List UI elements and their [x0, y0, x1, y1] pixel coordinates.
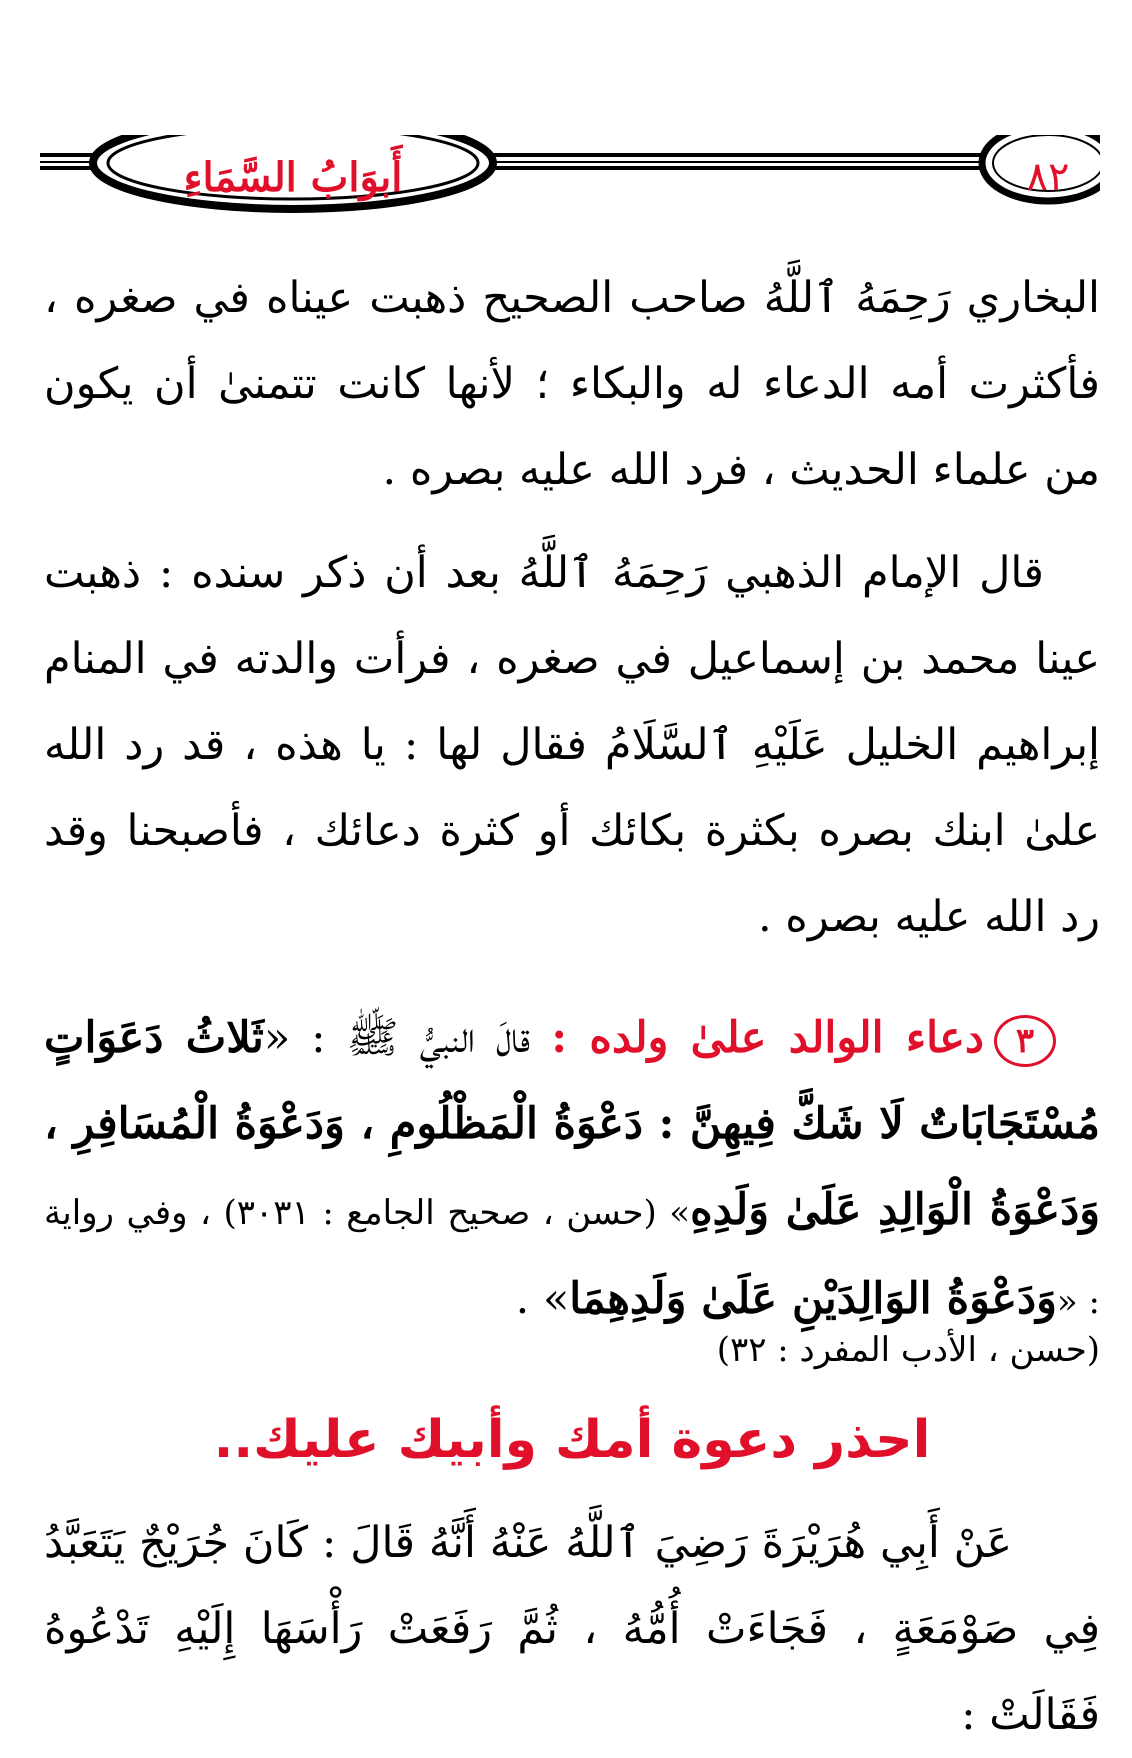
hadith-source-2: (حسن ، الأدب المفرد : ٣٢) [716, 1330, 1100, 1370]
section-3-intro: قالَ النبيُّ ﷺ : « [263, 1013, 531, 1063]
hadith-source-1: » (حسن ، صحيح الجامع : ٣٠٣١) ، وفي رواية : « [44, 1193, 1100, 1322]
page-header [40, 135, 1100, 225]
page-number: ٨٢ [1026, 154, 1070, 200]
paragraph-last [44, 1500, 1100, 1758]
section-3-heading: دعاء الوالد علىٰ ولده : [551, 1013, 985, 1063]
hadith-text-2: وَدَعْوَةُ الوَالِدَيْنِ عَلَىٰ وَلَدِهِمَا [569, 1274, 1057, 1324]
hadith-text: ثَلاثُ دَعَوَاتٍ مُسْتَجَابَاتٌ لَا شَكَّ فِيهِنَّ : دَعْوَةُ الْمَظْلُومِ ، وَدَعْوَةُ الْمُسَافِرِ ، وَدَعْوَةُ الْوَالِدِ عَلَىٰ وَلَدِهِ [44, 1013, 1100, 1235]
hadith-end: » . [515, 1274, 570, 1324]
section-title: احذر دعوة أمك وأبيك عليك.. [213, 1410, 931, 1470]
section-number-badge: ٣ [994, 1015, 1056, 1067]
paragraph-2 [44, 530, 1100, 960]
book-title: أَبوَابُ السَّمَاءِ [183, 153, 403, 201]
paragraph-last-text: عَنْ أَبِي هُرَيْرَةَ رَضِيَ ٱللَّهُ عَنْهُ أَنَّهُ قَالَ : كَانَ جُرَيْجٌ يَتَعَبَّدُ فِي صَوْمَعَةٍ ، فَجَاءَتْ أُمُّهُ ، ثُمَّ رَفَعَتْ رَأْسَهَا إِلَيْهِ تَدْعُوهُ فَقَالَتْ : [44, 1518, 1100, 1740]
paragraph-2-text: قال الإمام الذهبي رَحِمَهُ ٱللَّهُ بعد أن ذكر سنده : ذهبت عينا محمد بن إسماعيل في صغره ، فرأت والدته في المنام إبراهيم الخليل عَلَيْهِ ٱلسَّلَامُ فقال لها : يا هذه ، قد رد الله علىٰ ابنك بصره بكثرة بكائك أو كثرة دعائك ، فأصبحنا وقد رد الله عليه بصره . [44, 548, 1100, 942]
section-3-paragraph [44, 995, 1100, 1345]
paragraph-1: البخاري رَحِمَهُ ٱللَّهُ صاحب الصحيح ذهبت عيناه في صغره ، فأكثرت أمه الدعاء له والبكاء ؛ لأنها كانت تتمنىٰ أن يكون من علماء الحديث ، فرد الله عليه بصره . [44, 273, 1100, 495]
